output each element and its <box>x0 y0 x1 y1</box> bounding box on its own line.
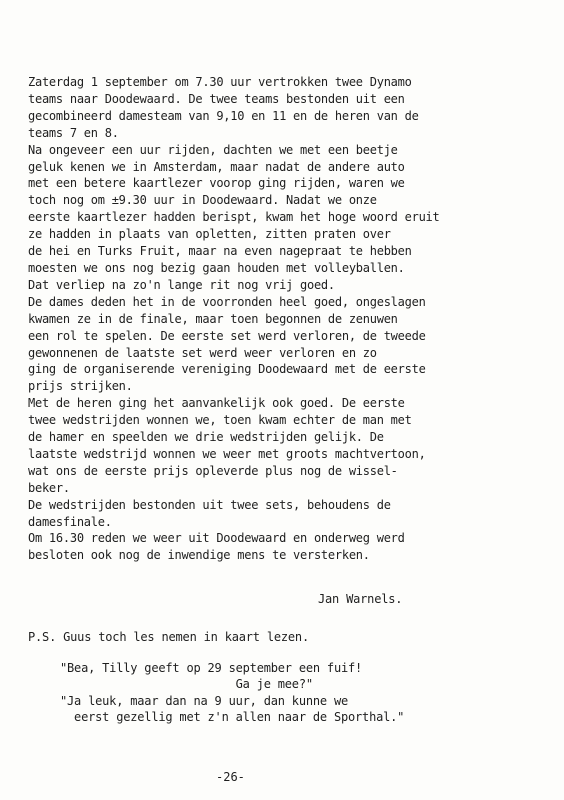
body-line: toch nog om ±9.30 uur in Doodewaard. Nadat we onze <box>28 193 377 208</box>
body-line: ze hadden in plaats van opletten, zitten praten over <box>28 227 391 242</box>
quote-line: "Bea, Tilly geeft op 29 september een fuif! <box>60 661 363 675</box>
body-line: laatste wedstrijd wonnen we weer met groots machtvertoon, <box>28 446 426 461</box>
author-signature: Jan Warnels. <box>318 592 403 606</box>
body-line: wat ons de eerste prijs opleverde plus nog de wissel- <box>28 463 398 478</box>
postscript: P.S. Guus toch les nemen in kaart lezen. <box>28 630 309 644</box>
body-line: Na ongeveer een uur rijden, dachten we met een beetje <box>28 142 398 157</box>
body-line: De wedstrijden bestonden uit twee sets, behoudens de <box>28 497 391 512</box>
body-line: de hamer en speelden we drie wedstrijden gelijk. De <box>28 430 384 445</box>
body-line: damesfinale. <box>28 514 112 529</box>
body-line: met een betere kaartlezer voorop ging rijden, waren we <box>28 176 405 191</box>
quote-line: eerst gezellig met z'n allen naar de Sporthal." <box>60 710 405 725</box>
article-body <box>28 74 548 564</box>
body-line: twee wedstrijden wonnen we, toen kwam echter de man met <box>28 413 412 428</box>
body-line: Om 16.30 reden we weer uit Doodewaard en onderweg werd <box>28 531 405 546</box>
body-line: geluk kenen we in Amsterdam, maar nadat de andere auto <box>28 159 405 174</box>
body-line: eerste kaartlezer hadden berispt, kwam het hoge woord eruit <box>28 210 440 225</box>
quote-line: "Ja leuk, maar dan na 9 uur, dan kunne we <box>60 693 349 708</box>
body-line: beker. <box>28 480 70 495</box>
body-line: teams naar Doodewaard. De twee teams bestonden uit een <box>28 91 405 106</box>
body-line: kwamen ze in de finale, maar toen begonnen de zenuwen <box>28 311 398 326</box>
quote-block <box>60 660 404 726</box>
body-line: moesten we ons nog bezig gaan houden met volleyballen. <box>28 260 405 275</box>
quote-line: Ga je mee?" <box>60 677 313 692</box>
body-line: Dat verliep na zo'n lange rit nog vrij goed. <box>28 277 335 292</box>
body-line: een rol te spelen. De eerste set werd verloren, de tweede <box>28 328 426 343</box>
body-line: de hei en Turks Fruit, maar na even nagepraat te hebben <box>28 244 412 259</box>
body-line: besloten ook nog de inwendige mens te versterken. <box>28 548 370 563</box>
body-line: Met de heren ging het aanvankelijk ook goed. De eerste <box>28 396 405 411</box>
body-line: gewonnenen de laatste set werd weer verloren en zo <box>28 345 377 360</box>
page-number: -26- <box>216 770 245 784</box>
body-line: Zaterdag 1 september om 7.30 uur vertrokken twee Dynamo <box>28 75 412 89</box>
body-line: ging de organiserende vereniging Doodewaard met de eerste <box>28 362 426 377</box>
body-line: De dames deden het in de voorronden heel goed, ongeslagen <box>28 294 426 309</box>
body-line: prijs strijken. <box>28 379 133 394</box>
body-line: gecombineerd damesteam van 9,10 en 11 en de heren van de <box>28 108 419 123</box>
body-line: teams 7 en 8. <box>28 125 119 140</box>
